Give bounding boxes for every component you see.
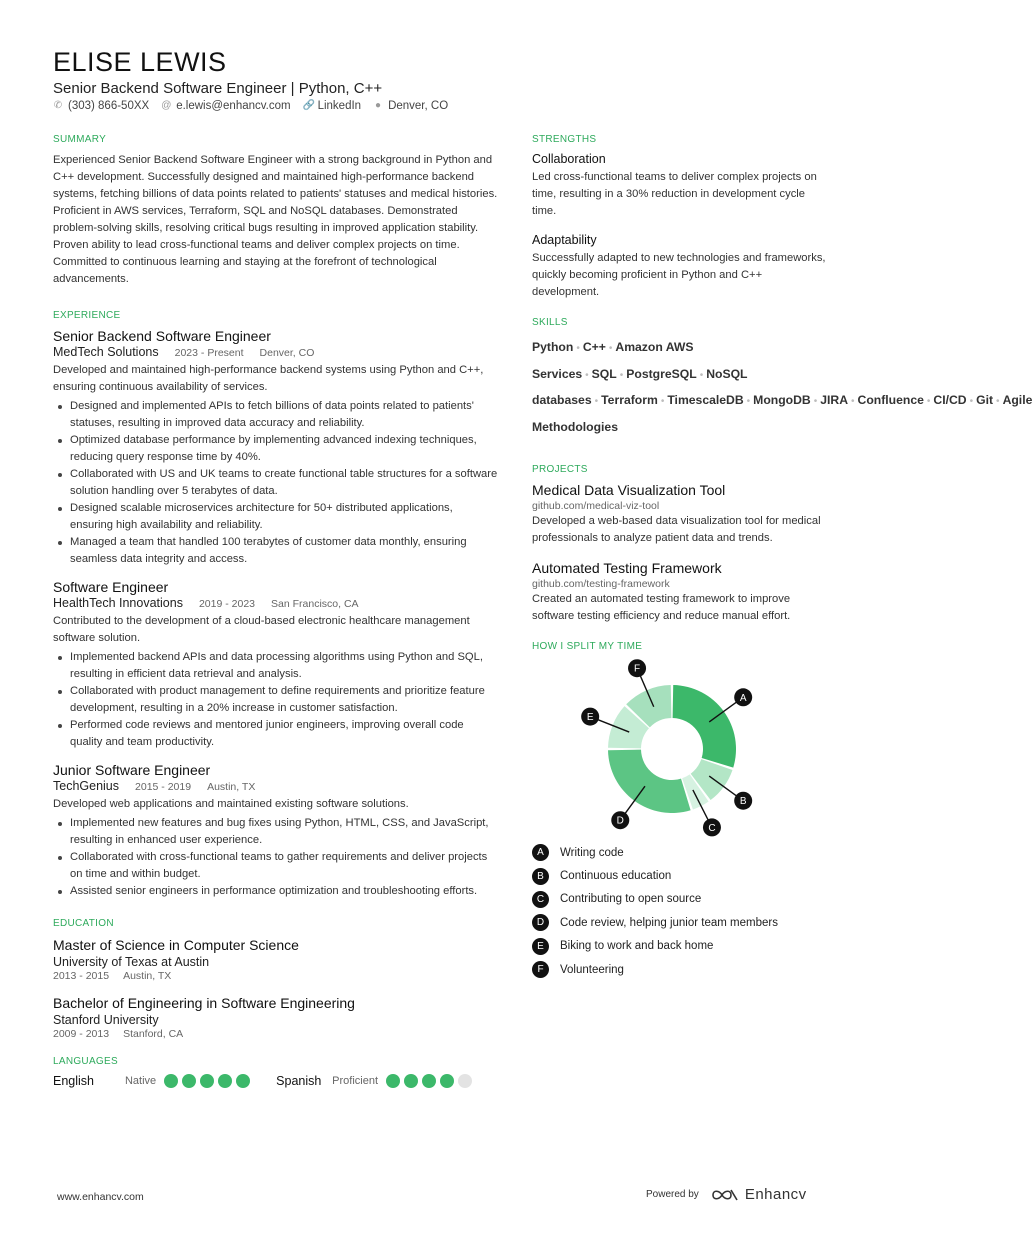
- strength-title: Adaptability: [532, 233, 597, 247]
- skill-item: Confluence: [857, 393, 924, 407]
- legend-badge: F: [532, 961, 549, 978]
- legend-row: [532, 888, 832, 911]
- skill-item: C++: [582, 340, 606, 354]
- contact-linkedin[interactable]: [303, 100, 361, 112]
- skills-list: [532, 335, 1032, 440]
- skill-separator: •: [585, 369, 589, 381]
- project-description: Developed a web-based data visualization tool for medical professionals to analyze patient data and trends.: [532, 515, 821, 544]
- project-entry: [532, 560, 832, 625]
- candidate-headline: Senior Backend Software Engineer | Python, C++: [53, 80, 383, 97]
- job-title: Software Engineer: [53, 579, 169, 595]
- education-meta: [53, 970, 498, 982]
- job-description: Contributed to the development of a cloud-based electronic healthcare management software solution.: [53, 615, 470, 644]
- skill-item: CI/CD: [933, 393, 967, 407]
- skill-separator: •: [813, 396, 818, 407]
- legend-row: [532, 958, 832, 981]
- language-rating: [164, 1074, 250, 1088]
- projects-section: [532, 464, 832, 625]
- strength-entry: [532, 233, 832, 301]
- job-meta: [53, 345, 498, 359]
- legend-label: Writing code: [560, 846, 624, 859]
- skills-section: [532, 317, 1032, 440]
- location-pin-icon: ●: [375, 100, 382, 111]
- legend-label: Contributing to open source: [560, 893, 702, 906]
- experience-section: [53, 310, 498, 900]
- contact-location: [373, 100, 448, 112]
- skill-item: Git: [976, 393, 994, 407]
- legend-badge: B: [532, 868, 549, 885]
- contact-bar: [53, 100, 448, 112]
- donut-slice-d: [608, 750, 691, 813]
- skill-separator: •: [926, 396, 931, 407]
- donut-badge-label: F: [633, 663, 641, 675]
- skill-separator: •: [851, 396, 855, 407]
- skill-separator: •: [969, 396, 974, 407]
- skill-separator: •: [746, 396, 751, 407]
- job-title: Junior Software Engineer: [53, 762, 211, 778]
- job-bullets: [53, 815, 498, 900]
- skills-heading: SKILLS: [532, 317, 568, 328]
- summary-text: Experienced Senior Backend Software Engineer with a strong background in Python and C++ development. Successfully designed and maintained high-performance backend systems, fetching billions of data points related to patients' statuses and medical histories. Proficient in AWS services, Terraform, SQL and NoSQL databases. Demonstrated problem-solving skills, resolving critical bugs resulting in improved application stability. Proven ability to lead cross-functional teams and deliver complex projects on time. Committed to continuous learning and staying at the forefront of technological advancements.: [53, 154, 498, 285]
- job-entry: [53, 579, 498, 751]
- legend-row: [532, 864, 832, 887]
- time-split-legend: [532, 841, 832, 981]
- strength-text: Led cross-functional teams to deliver complex projects on time, resulting in a 30% reduction in development cycle time.: [532, 171, 817, 217]
- donut-badge-label: E: [586, 712, 594, 724]
- job-meta: [53, 596, 498, 610]
- donut-badge-label: C: [708, 822, 716, 834]
- job-bullet: Collaborated with cross-functional teams to gather requirements and deliver projects on time and within budget.: [53, 849, 498, 883]
- footer-branding: [646, 1186, 807, 1203]
- brand[interactable]: [711, 1186, 807, 1203]
- legend-badge: D: [532, 914, 549, 931]
- rating-dot: [404, 1074, 418, 1088]
- strength-entry: [532, 152, 832, 220]
- skill-item: NoSQL databases: [532, 366, 748, 407]
- legend-row: [532, 935, 832, 958]
- time-split-section: [532, 641, 832, 981]
- contact-phone: [53, 100, 149, 112]
- donut-badge-label: A: [739, 692, 747, 704]
- strength-text: Successfully adapted to new technologies and frameworks, quickly becoming proficient in Python and C++ development.: [532, 252, 826, 298]
- job-location: Denver, CO: [259, 347, 315, 359]
- education-entry: [53, 994, 498, 1040]
- project-title: Medical Data Visualization Tool: [532, 482, 726, 498]
- donut-chart: [532, 659, 832, 834]
- contact-email[interactable]: [161, 100, 290, 112]
- language-rating: [386, 1074, 472, 1088]
- education-heading: EDUCATION: [53, 918, 114, 929]
- education-dates: 2009 - 2013: [53, 1028, 110, 1040]
- summary-section: [53, 134, 498, 288]
- skill-separator: •: [996, 396, 1000, 407]
- candidate-name: ELISE LEWIS: [53, 47, 227, 77]
- job-location: San Francisco, CA: [271, 598, 359, 610]
- skill-separator: •: [608, 343, 613, 354]
- project-description: Created an automated testing framework to improve software testing efficiency and reduce manual effort.: [532, 593, 791, 622]
- strengths-section: [532, 134, 832, 301]
- legend-badge: C: [532, 891, 549, 908]
- job-meta: [53, 779, 498, 793]
- right-column: [532, 134, 1032, 981]
- job-bullet: Collaborated with US and UK teams to create functional table structures for a software solution handling over 5 terabytes of data.: [53, 466, 498, 500]
- language-name: Spanish: [276, 1074, 322, 1088]
- education-school: University of Texas at Austin: [53, 955, 210, 969]
- job-location: Austin, TX: [207, 781, 256, 793]
- skill-item: TimescaleDB: [667, 393, 744, 407]
- rating-dot: [440, 1074, 454, 1088]
- skill-separator: •: [619, 369, 624, 381]
- location-text: Denver, CO: [388, 100, 449, 112]
- rating-dot: [164, 1074, 178, 1088]
- rating-dot: [386, 1074, 400, 1088]
- job-bullet: Designed and implemented APIs to fetch billions of data points related to patients' statuses, resulting in improved data accuracy and reliability.: [53, 398, 498, 432]
- skill-separator: •: [660, 396, 665, 407]
- enhancv-logo-icon: [711, 1187, 739, 1203]
- link-icon: 🔗: [302, 100, 316, 111]
- strength-title: Collaboration: [532, 152, 606, 166]
- job-bullet: Implemented backend APIs and data processing algorithms using Python and SQL, resulting in efficient data retrieval and analysis.: [53, 649, 498, 683]
- education-degree: Bachelor of Engineering in Software Engineering: [53, 995, 355, 1011]
- phone-icon: ✆: [53, 100, 63, 111]
- donut-badge-label: D: [616, 815, 624, 827]
- project-entry: [532, 482, 832, 547]
- legend-label: Volunteering: [560, 963, 624, 976]
- skill-item: Terraform: [601, 393, 658, 407]
- job-description: Developed web applications and maintained existing software solutions.: [53, 798, 409, 810]
- skill-item: MongoDB: [753, 393, 811, 407]
- donut-slice-a: [673, 685, 736, 768]
- at-sign-icon: @: [161, 100, 172, 111]
- job-bullet: Managed a team that handled 100 terabytes of customer data monthly, ensuring seamless data integrity and access.: [53, 534, 498, 568]
- job-bullets: [53, 398, 498, 568]
- legend-label: Continuous education: [560, 870, 672, 883]
- skill-item: SQL: [591, 366, 617, 381]
- education-school: Stanford University: [53, 1013, 159, 1027]
- rating-dot: [200, 1074, 214, 1088]
- brand-name: Enhancv: [744, 1186, 807, 1203]
- job-bullet: Performed code reviews and mentored junior engineers, improving overall code quality and team productivity.: [53, 717, 498, 751]
- project-title: Automated Testing Framework: [532, 560, 722, 576]
- job-bullet: Designed scalable microservices architecture for 50+ distributed applications, ensuring high availability and reliability.: [53, 500, 498, 534]
- email-text[interactable]: e.lewis@enhancv.com: [176, 100, 291, 112]
- languages-heading: LANGUAGES: [53, 1056, 118, 1067]
- rating-dot: [458, 1074, 472, 1088]
- experience-heading: EXPERIENCE: [53, 310, 121, 321]
- language-level: Native: [124, 1075, 157, 1087]
- job-company: MedTech Solutions: [53, 345, 159, 359]
- education-location: Austin, TX: [123, 970, 172, 982]
- legend-label: Biking to work and back home: [560, 940, 714, 953]
- languages-section: [53, 1056, 498, 1088]
- job-dates: 2023 - Present: [174, 347, 244, 359]
- job-bullet: Assisted senior engineers in performance optimization and troubleshooting efforts.: [53, 883, 498, 900]
- education-location: Stanford, CA: [123, 1028, 184, 1040]
- education-dates: 2013 - 2015: [53, 970, 110, 982]
- education-section: [53, 918, 498, 1040]
- legend-badge: A: [532, 844, 549, 861]
- skill-item: PostgreSQL: [626, 366, 697, 381]
- job-bullet: Collaborated with product management to define requirements and prioritize feature development, resulting in a 20% increase in customer satisfaction.: [53, 683, 498, 717]
- education-meta: [53, 1028, 498, 1040]
- strengths-heading: STRENGTHS: [532, 134, 597, 145]
- projects-heading: PROJECTS: [532, 464, 588, 475]
- education-degree: Master of Science in Computer Science: [53, 937, 299, 953]
- language-name: English: [53, 1074, 94, 1088]
- rating-dot: [218, 1074, 232, 1088]
- time-split-donut: [532, 659, 832, 834]
- skill-item: Agile Methodologies: [532, 393, 1032, 434]
- job-bullet: Optimized database performance by implementing advanced indexing techniques, reducing query response time by 40%.: [53, 432, 498, 466]
- project-link[interactable]: github.com/medical-viz-tool: [532, 500, 660, 512]
- languages-row: [53, 1074, 498, 1088]
- skill-separator: •: [699, 369, 704, 381]
- rating-dot: [236, 1074, 250, 1088]
- language-level: Proficient: [332, 1075, 378, 1087]
- job-bullets: [53, 649, 498, 751]
- left-column: [53, 134, 498, 1088]
- footer-website[interactable]: www.enhancv.com: [57, 1191, 144, 1203]
- job-bullet: Implemented new features and bug fixes using Python, HTML, CSS, and JavaScript, resulting in enhanced user experience.: [53, 815, 498, 849]
- legend-row: [532, 841, 832, 864]
- phone-text: (303) 866-50XX: [68, 100, 150, 112]
- skill-item: JIRA: [820, 393, 849, 407]
- legend-label: Code review, helping junior team members: [560, 916, 778, 929]
- skill-item: Amazon AWS Services: [532, 340, 694, 381]
- job-description: Developed and maintained high-performance backend systems using Python and C++, ensuring continuous availability of services.: [53, 364, 484, 393]
- job-company: HealthTech Innovations: [53, 596, 183, 610]
- rating-dot: [182, 1074, 196, 1088]
- job-dates: 2019 - 2023: [198, 598, 256, 610]
- rating-dot: [422, 1074, 436, 1088]
- education-entry: [53, 936, 498, 982]
- skill-separator: •: [576, 343, 580, 354]
- job-dates: 2015 - 2019: [135, 781, 192, 793]
- time-split-heading: HOW I SPLIT MY TIME: [532, 641, 643, 652]
- legend-badge: E: [532, 938, 549, 955]
- job-company: TechGenius: [53, 779, 120, 793]
- project-link[interactable]: github.com/testing-framework: [532, 578, 670, 590]
- skill-separator: •: [594, 396, 599, 407]
- donut-badge-label: B: [739, 796, 747, 808]
- job-entry: [53, 328, 498, 568]
- powered-by-text: Powered by: [646, 1189, 699, 1200]
- summary-heading: SUMMARY: [53, 134, 107, 145]
- linkedin-text[interactable]: LinkedIn: [317, 100, 362, 112]
- job-entry: [53, 762, 498, 900]
- legend-row: [532, 911, 832, 934]
- job-title: Senior Backend Software Engineer: [53, 328, 271, 344]
- skill-item: Python: [532, 340, 574, 354]
